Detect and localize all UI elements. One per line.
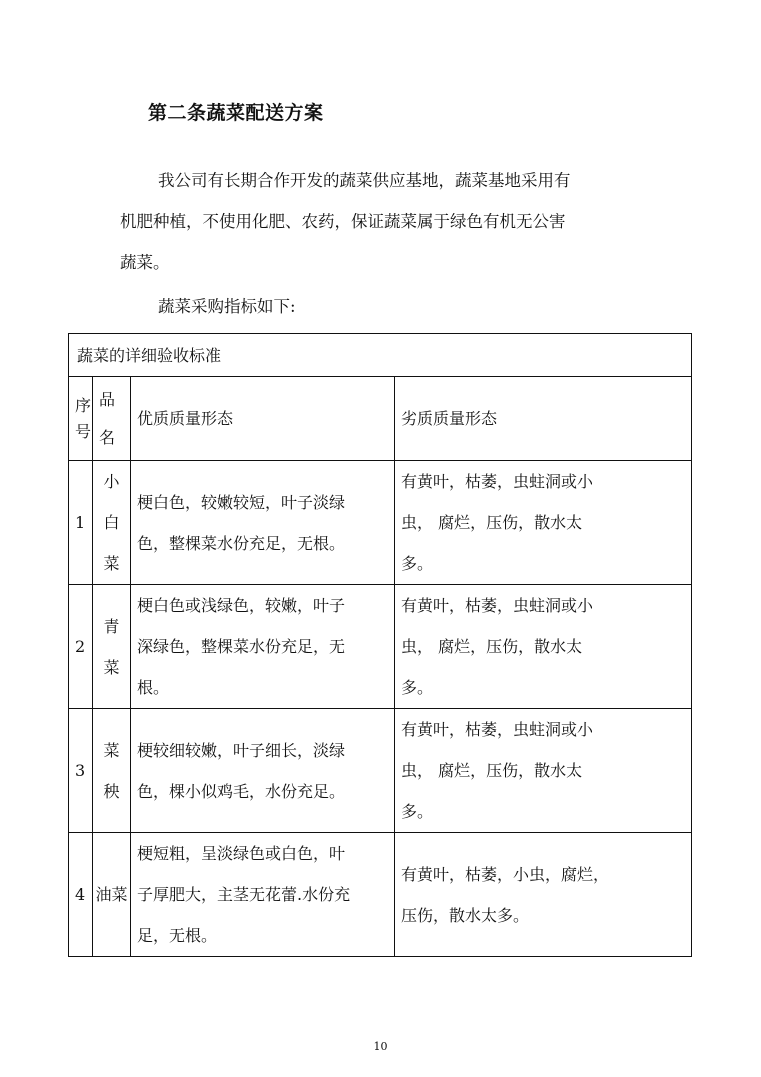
table-row xyxy=(69,461,692,585)
row-good: 梗较细较嫩，叶子细长，淡绿 色，棵小似鸡毛，水份充足。 xyxy=(131,709,395,833)
row-bad: 有黄叶，枯萎，虫蛀洞或小 虫， 腐烂，压伤，散水太 多。 xyxy=(395,709,692,833)
row-bad: 有黄叶，枯萎，虫蛀洞或小 虫， 腐烂，压伤，散水太 多。 xyxy=(395,585,692,709)
row-good: 梗白色或浅绿色，较嫩，叶子 深绿色，整棵菜水份充足，无 根。 xyxy=(131,585,395,709)
row-bad: 有黄叶，枯萎，小虫，腐烂， 压伤，散水太多。 xyxy=(395,833,692,957)
inspection-standard-table xyxy=(68,333,692,957)
intro-line: 机肥种植，不使用化肥、农药，保证蔬菜属于绿色有机无公害 xyxy=(120,212,566,231)
header-name: 品 名 xyxy=(93,377,131,461)
row-name: 油菜 xyxy=(93,833,131,957)
header-bad: 劣质质量形态 xyxy=(395,377,692,461)
row-no: 4 xyxy=(69,833,93,957)
index-intro: 蔬菜采购指标如下: xyxy=(158,297,296,316)
row-no: 2 xyxy=(69,585,93,709)
intro-line: 蔬菜。 xyxy=(120,253,170,272)
row-no: 1 xyxy=(69,461,93,585)
row-good: 梗短粗，呈淡绿色或白色，叶 子厚肥大，主茎无花蕾.水份充 足，无根。 xyxy=(131,833,395,957)
row-name: 青 菜 xyxy=(93,585,131,709)
row-name: 菜 秧 xyxy=(93,709,131,833)
section-heading: 第二条蔬菜配送方案 xyxy=(148,102,324,124)
intro-paragraph xyxy=(120,160,650,283)
intro-line: 我公司有长期合作开发的蔬菜供应基地，蔬菜基地采用有 xyxy=(158,171,571,190)
table-row xyxy=(69,585,692,709)
row-bad: 有黄叶，枯萎，虫蛀洞或小 虫， 腐烂，压伤，散水太 多。 xyxy=(395,461,692,585)
page-number: 10 xyxy=(373,1040,388,1053)
table-title: 蔬菜的详细验收标准 xyxy=(69,334,692,377)
table-row xyxy=(69,709,692,833)
row-name: 小 白 菜 xyxy=(93,461,131,585)
row-good: 梗白色，较嫩较短，叶子淡绿 色，整棵菜水份充足，无根。 xyxy=(131,461,395,585)
header-no: 序 号 xyxy=(69,377,93,461)
table-row xyxy=(69,833,692,957)
header-good: 优质质量形态 xyxy=(131,377,395,461)
row-no: 3 xyxy=(69,709,93,833)
